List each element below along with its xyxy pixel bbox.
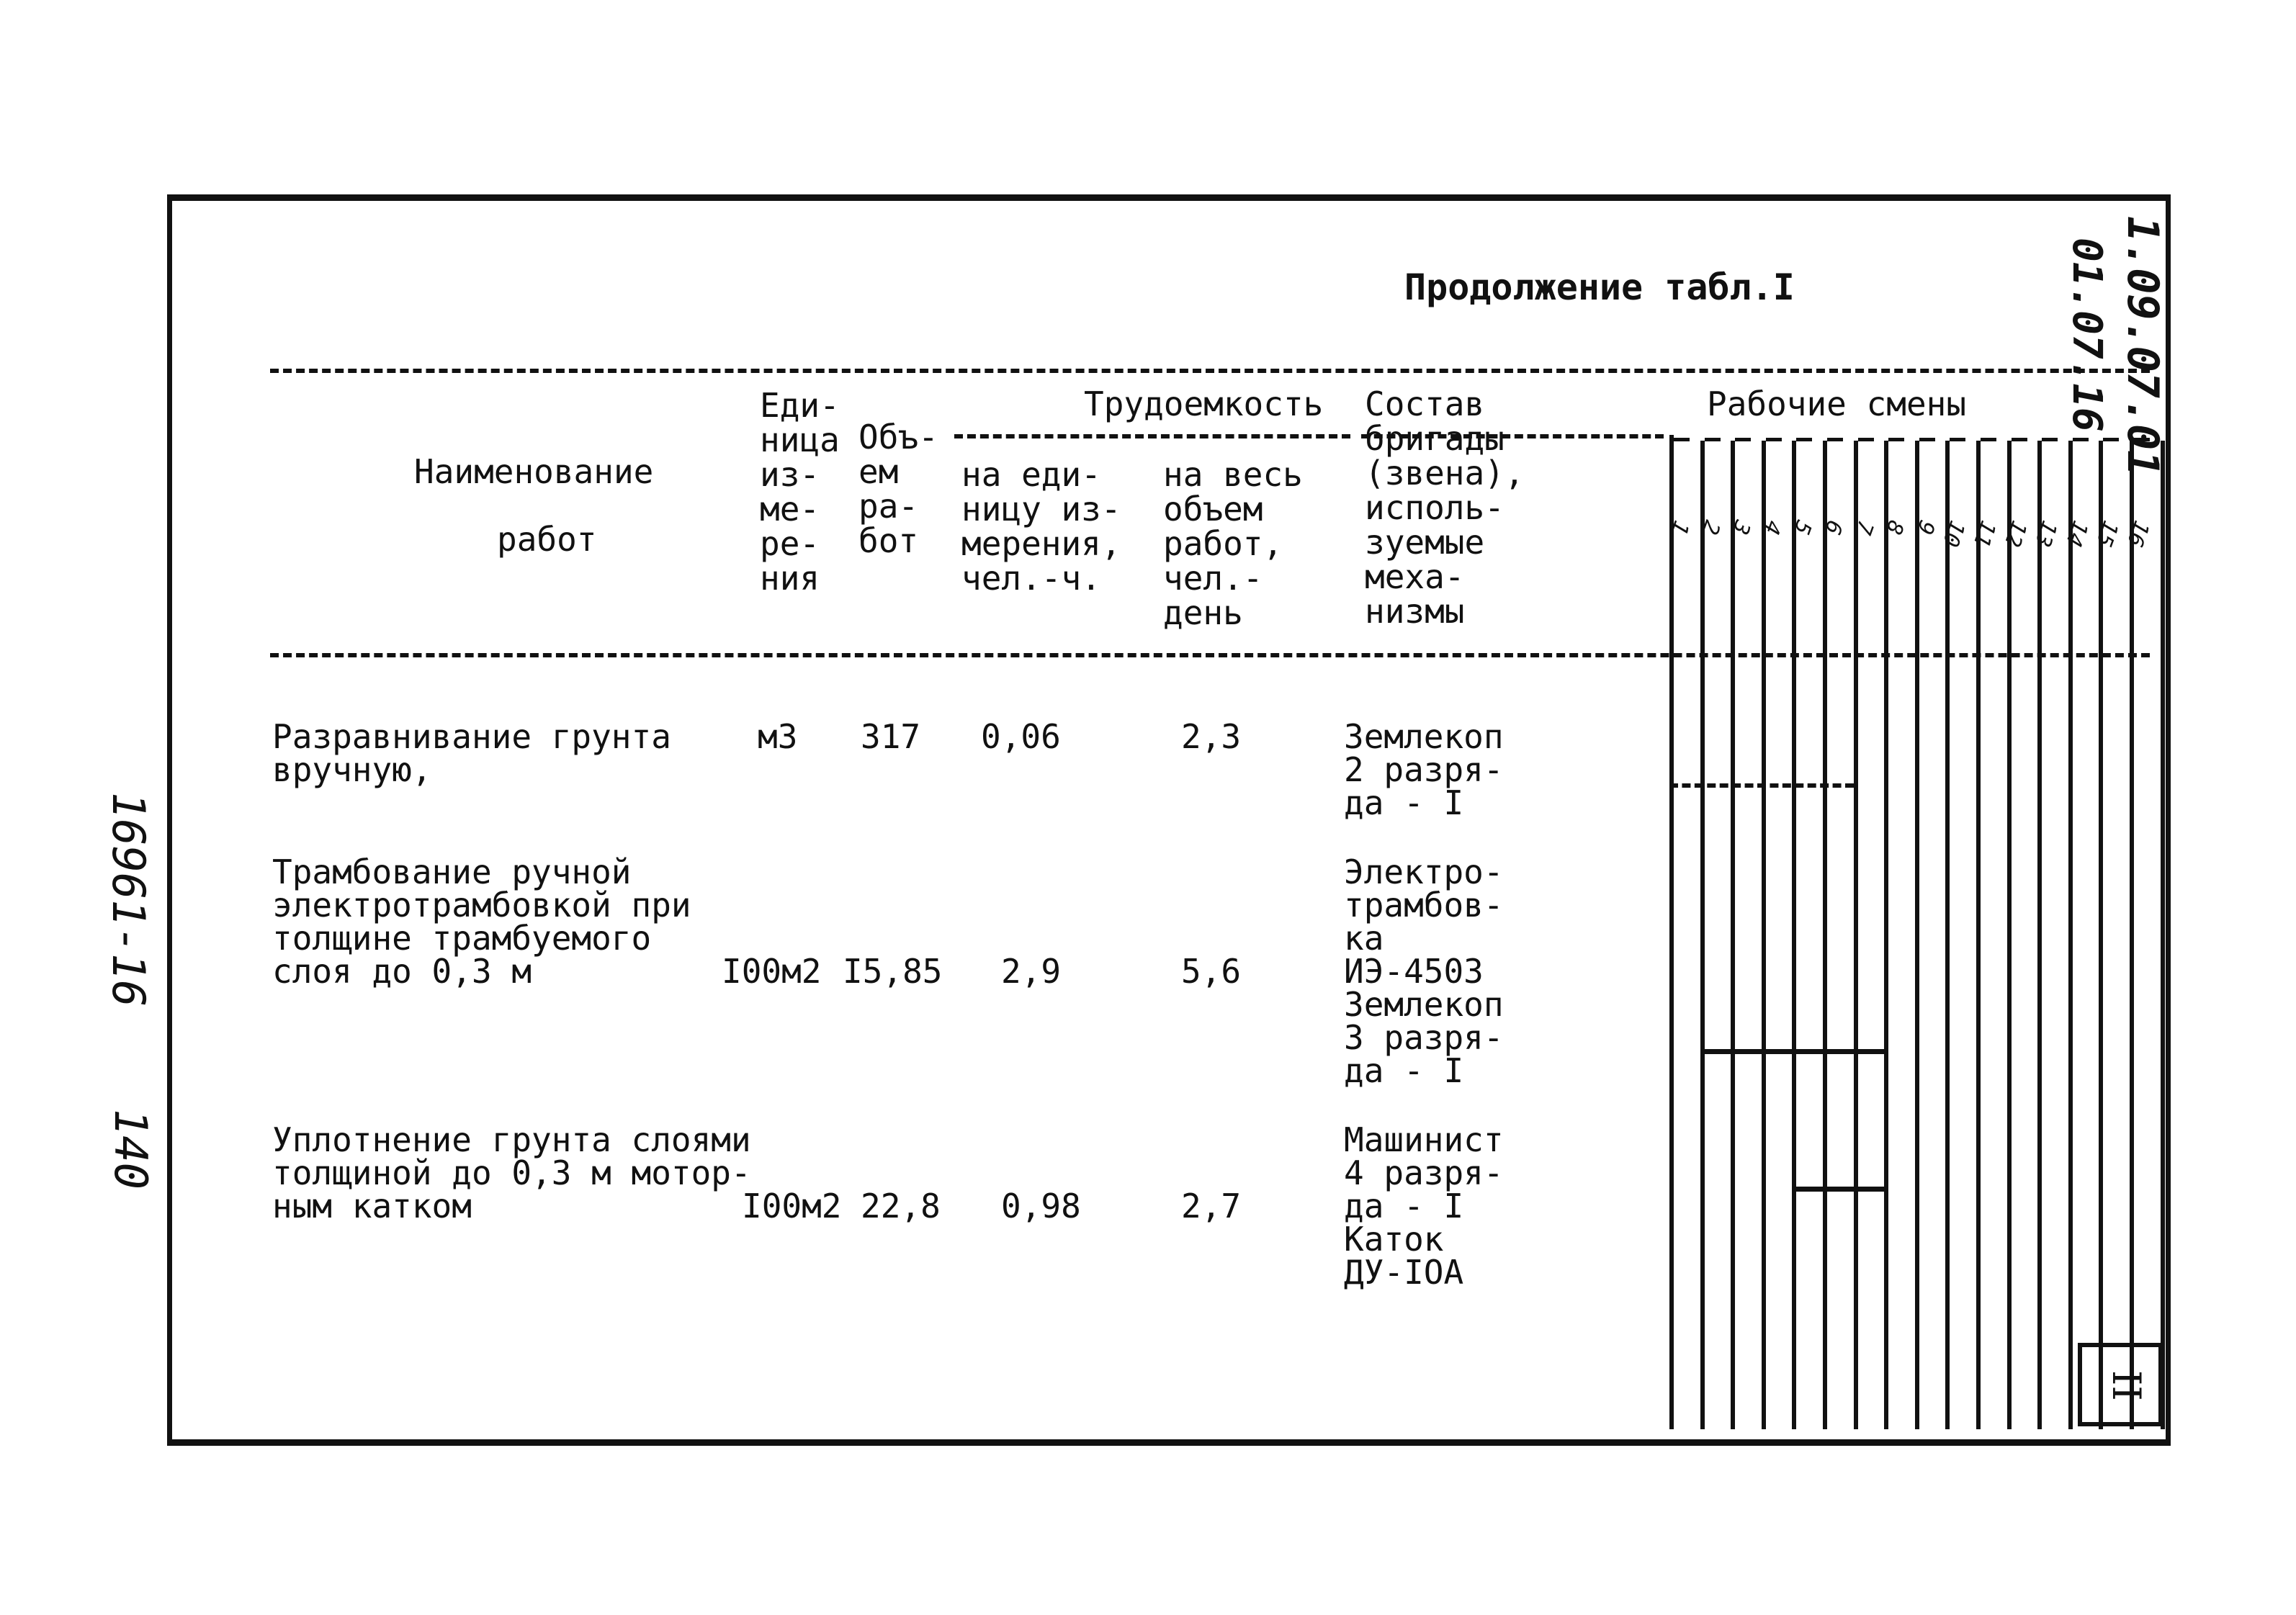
shift-number: 7: [1849, 517, 1878, 538]
left-stamp: 16961-16: [102, 792, 155, 1007]
shift-grid-line: [2068, 441, 2073, 1429]
shift-grid-line: [1945, 441, 1950, 1429]
shift-number: 3: [1726, 517, 1755, 538]
row-volume: 22,8: [861, 1187, 941, 1225]
shift-grid-tick: [1827, 438, 1843, 441]
row-crew-line: ка: [1344, 919, 1384, 958]
shift-grid-tick: [1674, 438, 1690, 441]
shift-number: 11: [1968, 517, 2001, 550]
shift-number: 8: [1880, 517, 1909, 538]
shift-grid-line: [1700, 441, 1705, 1429]
shift-grid-tick: [1705, 438, 1721, 441]
row-crew-line: да - I: [1344, 783, 1464, 822]
row-crew-line: ИЭ-4503: [1344, 952, 1484, 991]
shift-number: 5: [1788, 517, 1816, 538]
shift-grid-tick: [1796, 438, 1812, 441]
shift-grid-tick: [1981, 438, 1996, 441]
row-crew-line: трамбов-: [1344, 886, 1504, 925]
shift-grid-tick: [1766, 438, 1782, 441]
shift-grid-tick: [1858, 438, 1874, 441]
row-crew-line: да - I: [1344, 1187, 1464, 1225]
shift-number: 12: [1999, 517, 2032, 550]
shift-number: 14: [2060, 517, 2093, 550]
schedule-bar: [1700, 1049, 1885, 1054]
row-name-line: вручную,: [272, 750, 432, 789]
row-crew-line: Землекоп: [1344, 985, 1504, 1024]
continuation-title: Продолжение табл.I: [1404, 266, 1795, 308]
header-top-rule: [270, 369, 2150, 373]
shift-grid-line: [1669, 435, 1674, 1429]
shift-grid-line: [2007, 441, 2012, 1429]
shift-grid-line: [1976, 441, 1981, 1429]
row-unit: I00м2: [742, 1187, 842, 1225]
shift-grid-tick: [2012, 438, 2027, 441]
row-crew-line: Машинист: [1344, 1120, 1504, 1159]
shifts-group-header: Рабочие смены: [1707, 384, 1967, 423]
shift-grid-line: [2099, 441, 2103, 1429]
shift-grid-line: [1792, 441, 1796, 1429]
schedule-bar: [1669, 783, 1854, 788]
row-name-line: толщине трамбуемого: [272, 919, 652, 958]
shift-number: 2: [1696, 517, 1725, 538]
shift-grid-tick: [1888, 438, 1904, 441]
shift-number: 6: [1819, 517, 1847, 538]
header-bottom-rule: [270, 653, 2150, 657]
shift-grid-tick: [2073, 438, 2089, 441]
shift-number: 10: [1937, 517, 1970, 550]
labor-group-header: Трудоемкость: [1084, 384, 1324, 423]
row-per-unit: 0,98: [1001, 1187, 1081, 1225]
left-number: 140: [104, 1109, 157, 1189]
row-name-line: Трамбование ручной: [272, 853, 632, 891]
shift-grid-tick: [1919, 438, 1935, 441]
shift-grid-line: [1884, 441, 1888, 1429]
page-frame: [167, 194, 2171, 1446]
row-name-line: ным катком: [272, 1187, 472, 1225]
row-unit: м3: [758, 717, 798, 756]
sheet-number: II: [2104, 1370, 2149, 1401]
shift-grid-line: [1915, 441, 1919, 1429]
row-name-line: слоя до 0,3 м: [272, 952, 532, 991]
margin-code-b: 01.07.16: [2063, 238, 2110, 432]
row-crew-line: 4 разря-: [1344, 1153, 1504, 1192]
row-crew-line: 2 разря-: [1344, 750, 1504, 789]
row-name-line: Разравнивание грунта: [272, 717, 671, 756]
shift-grid-line: [2037, 441, 2042, 1429]
shift-number: 15: [2090, 517, 2123, 550]
schedule-bar: [1792, 1187, 1884, 1192]
row-per-unit: 0,06: [981, 717, 1061, 756]
row-name-line: электротрамбовкой при: [272, 886, 691, 925]
shift-grid-tick: [1735, 438, 1751, 441]
shift-number: 9: [1911, 517, 1940, 538]
row-unit: I00м2: [722, 952, 822, 991]
shift-grid-line: [2161, 441, 2165, 1429]
row-crew-line: да - I: [1344, 1051, 1464, 1090]
row-total: 2,3: [1181, 717, 1242, 756]
margin-code-a: 1.09.07.01: [2117, 216, 2168, 477]
shift-number: 1: [1665, 517, 1694, 538]
shift-grid-tick: [2134, 438, 2150, 441]
shift-grid-tick: [2103, 438, 2119, 441]
shift-grid-line: [1731, 441, 1735, 1429]
shift-grid-tick: [1950, 438, 1965, 441]
row-per-unit: 2,9: [1001, 952, 1062, 991]
row-name-line: толщиной до 0,3 м мотор-: [272, 1153, 751, 1192]
row-crew-line: Каток: [1344, 1220, 1444, 1259]
shift-grid-line: [1823, 441, 1827, 1429]
shift-number: 4: [1757, 517, 1786, 538]
shift-grid-tick: [2042, 438, 2058, 441]
shift-grid-line: [2130, 441, 2134, 1429]
row-volume: 317: [861, 717, 921, 756]
row-volume: I5,85: [843, 952, 943, 991]
row-total: 5,6: [1181, 952, 1242, 991]
shift-number: 16: [2121, 517, 2154, 550]
row-crew-line: 3 разря-: [1344, 1018, 1504, 1057]
row-crew-line: ДУ-IOA: [1344, 1253, 1464, 1292]
row-name-line: Уплотнение грунта слоями: [272, 1120, 751, 1159]
row-crew-line: Землекоп: [1344, 717, 1504, 756]
sheet-number-box: [2078, 1343, 2163, 1426]
row-crew-line: Электро-: [1344, 853, 1504, 891]
shift-grid-line: [1854, 441, 1858, 1429]
shift-number: 13: [2029, 517, 2062, 550]
row-total: 2,7: [1181, 1187, 1242, 1225]
shift-grid-line: [1762, 441, 1766, 1429]
labor-group-rule: [954, 434, 1350, 438]
